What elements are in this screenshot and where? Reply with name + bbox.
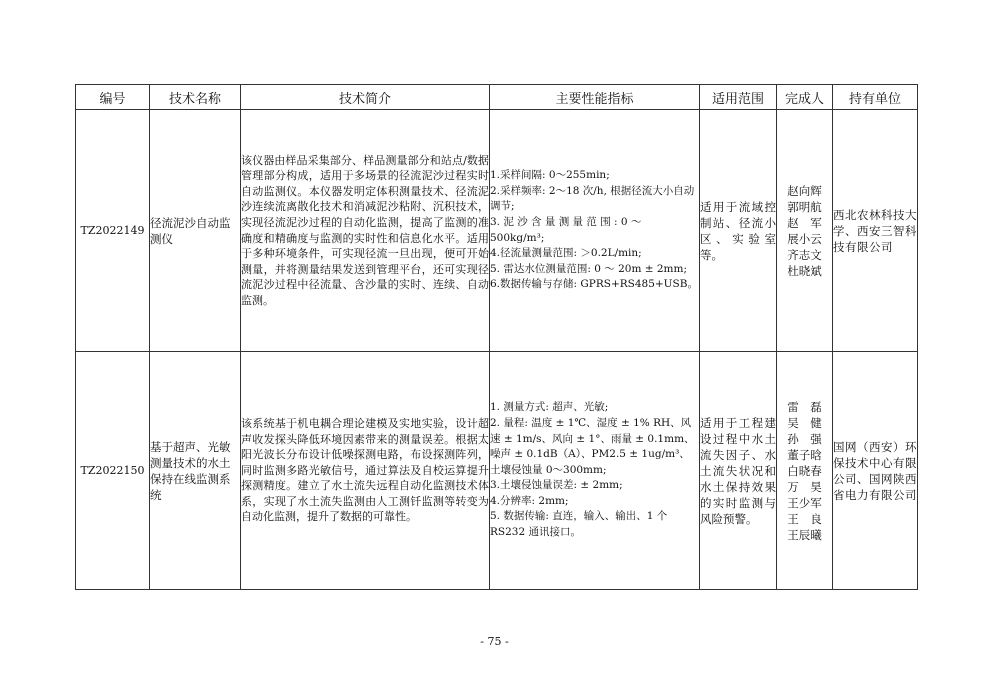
row-intro: 该系统基于机电耦合理论建模及实地实验，设计超声收发探头降低环境因素带来的测量误差。根据太阳光波长分布设计低噪探测电路，布设探测阵列，同时监测多路光敏信号，通过算法及自校运算提升探测精度。建立了水土流失远程自动化监测技术体系，实现了水土流失监测由人工测钎监测等转变为自动化监测，提升了数据的可靠性。: [241, 352, 490, 590]
spec-line: 2. 量程: 温度 ± 1℃、湿度 ± 1% RH、风速 ± 1m/s、风向 ± 1°、雨量 ± 0.1mm、噪声 ± 0.1dB（A）、PM2.5 ± 1ug/m³、土壤侵蚀量 0～300mm;: [490, 416, 695, 476]
row-tech-name: 基于超声、光敏测量技术的水土保持在线监测系统: [150, 352, 241, 590]
row-id: TZ2022149: [76, 110, 150, 352]
page-number: - 75 -: [480, 635, 509, 648]
row-tech-name: 径流泥沙自动监测仪: [150, 110, 241, 352]
row-org: 国网（西安）环保技术中心有限公司、国网陕西省电力有限公司: [833, 352, 918, 590]
row-intro: 该仪器由样品采集部分、样品测量部分和站点/数据管理部分构成，适用于多场景的径流泥沙过程实时自动监测仪。本仪器发明定体积测量技术、径流泥沙连续流离散化技术和消减泥沙粘附、沉积技术，实现径流泥沙过程的自动化监测，提高了监测的准确度和精确度与监测的实时性和信息化水平。适用于多种环境条件，可实现径流一旦出现，便可开始测量，并将测量结果发送到管理平台，还可实现径流泥沙过程中径流量、含沙量的实时、连续、自动监测。: [241, 110, 490, 352]
row-people: [777, 110, 833, 352]
header-id: 编号: [76, 85, 150, 110]
person-name: 王 良: [787, 511, 822, 526]
person-name: 王少军: [787, 495, 822, 510]
spec-line: 3.土壤侵蚀量误差: ± 2mm;: [490, 479, 623, 492]
person-name: 杜晓斌: [787, 263, 822, 278]
table-row: [76, 110, 918, 352]
spec-line: 1.采样间隔: 0～255min;: [490, 169, 610, 182]
header-people: 完成人: [777, 85, 833, 110]
row-specs: [490, 110, 700, 352]
person-name: 雷 磊: [787, 399, 822, 414]
person-name: 白晓春: [787, 463, 822, 478]
row-people: [777, 352, 833, 590]
header-specs: 主要性能指标: [490, 85, 700, 110]
person-name: 王辰曦: [787, 527, 822, 542]
person-name: 展小云: [787, 231, 822, 246]
table-row: [76, 352, 918, 590]
person-name: 齐志文: [787, 247, 822, 262]
header-name: 技术名称: [150, 85, 241, 110]
spec-line: 4.分辨率: 2mm;: [490, 494, 569, 507]
row-scope: 适用于流域控制站、径流小区、实验室等。: [700, 110, 777, 352]
person-name: 董子晗: [787, 447, 822, 462]
row-org: 西北农林科技大学、西安三智科技有限公司: [833, 110, 918, 352]
spec-line: 5. 雷达水位测量范围: 0 ～ 20m ± 2mm;: [490, 262, 688, 275]
person-name: 吴 健: [787, 415, 822, 430]
person-name: 孙 强: [787, 431, 822, 446]
person-name: 万 昊: [787, 479, 822, 494]
row-scope: 适用于工程建设过程中水土流失因子、水土流失状况和水土保持效果的实时监测与风险预警。: [700, 352, 777, 590]
person-name: 赵向辉: [787, 183, 822, 198]
header-intro: 技术简介: [241, 85, 490, 110]
spec-line: 1. 测量方式: 超声、光敏;: [490, 401, 609, 414]
spec-line: 4.径流量测量范围: ＞0.2L/min;: [490, 247, 642, 260]
spec-line: 2.采样频率: 2～18 次/h, 根据径流大小自动调节;: [490, 184, 695, 213]
header-org: 持有单位: [833, 85, 918, 110]
spec-line: 6.数据传输与存储: GPRS+RS485+USB。: [490, 278, 698, 291]
spec-line: 5. 数据传输: 直连，输入、输出、1 个 RS232 通讯接口。: [490, 510, 668, 539]
person-name: 郭明航: [787, 199, 822, 214]
header-scope: 适用范围: [700, 85, 777, 110]
row-specs: [490, 352, 700, 590]
spec-line: 3. 泥 沙 含 量 测 量 范 围 : 0 ～ 500kg/m³;: [490, 215, 642, 244]
person-name: 赵 军: [787, 215, 822, 230]
tech-table: [75, 84, 918, 590]
row-id: TZ2022150: [76, 352, 150, 590]
table-header-row: [76, 85, 918, 110]
